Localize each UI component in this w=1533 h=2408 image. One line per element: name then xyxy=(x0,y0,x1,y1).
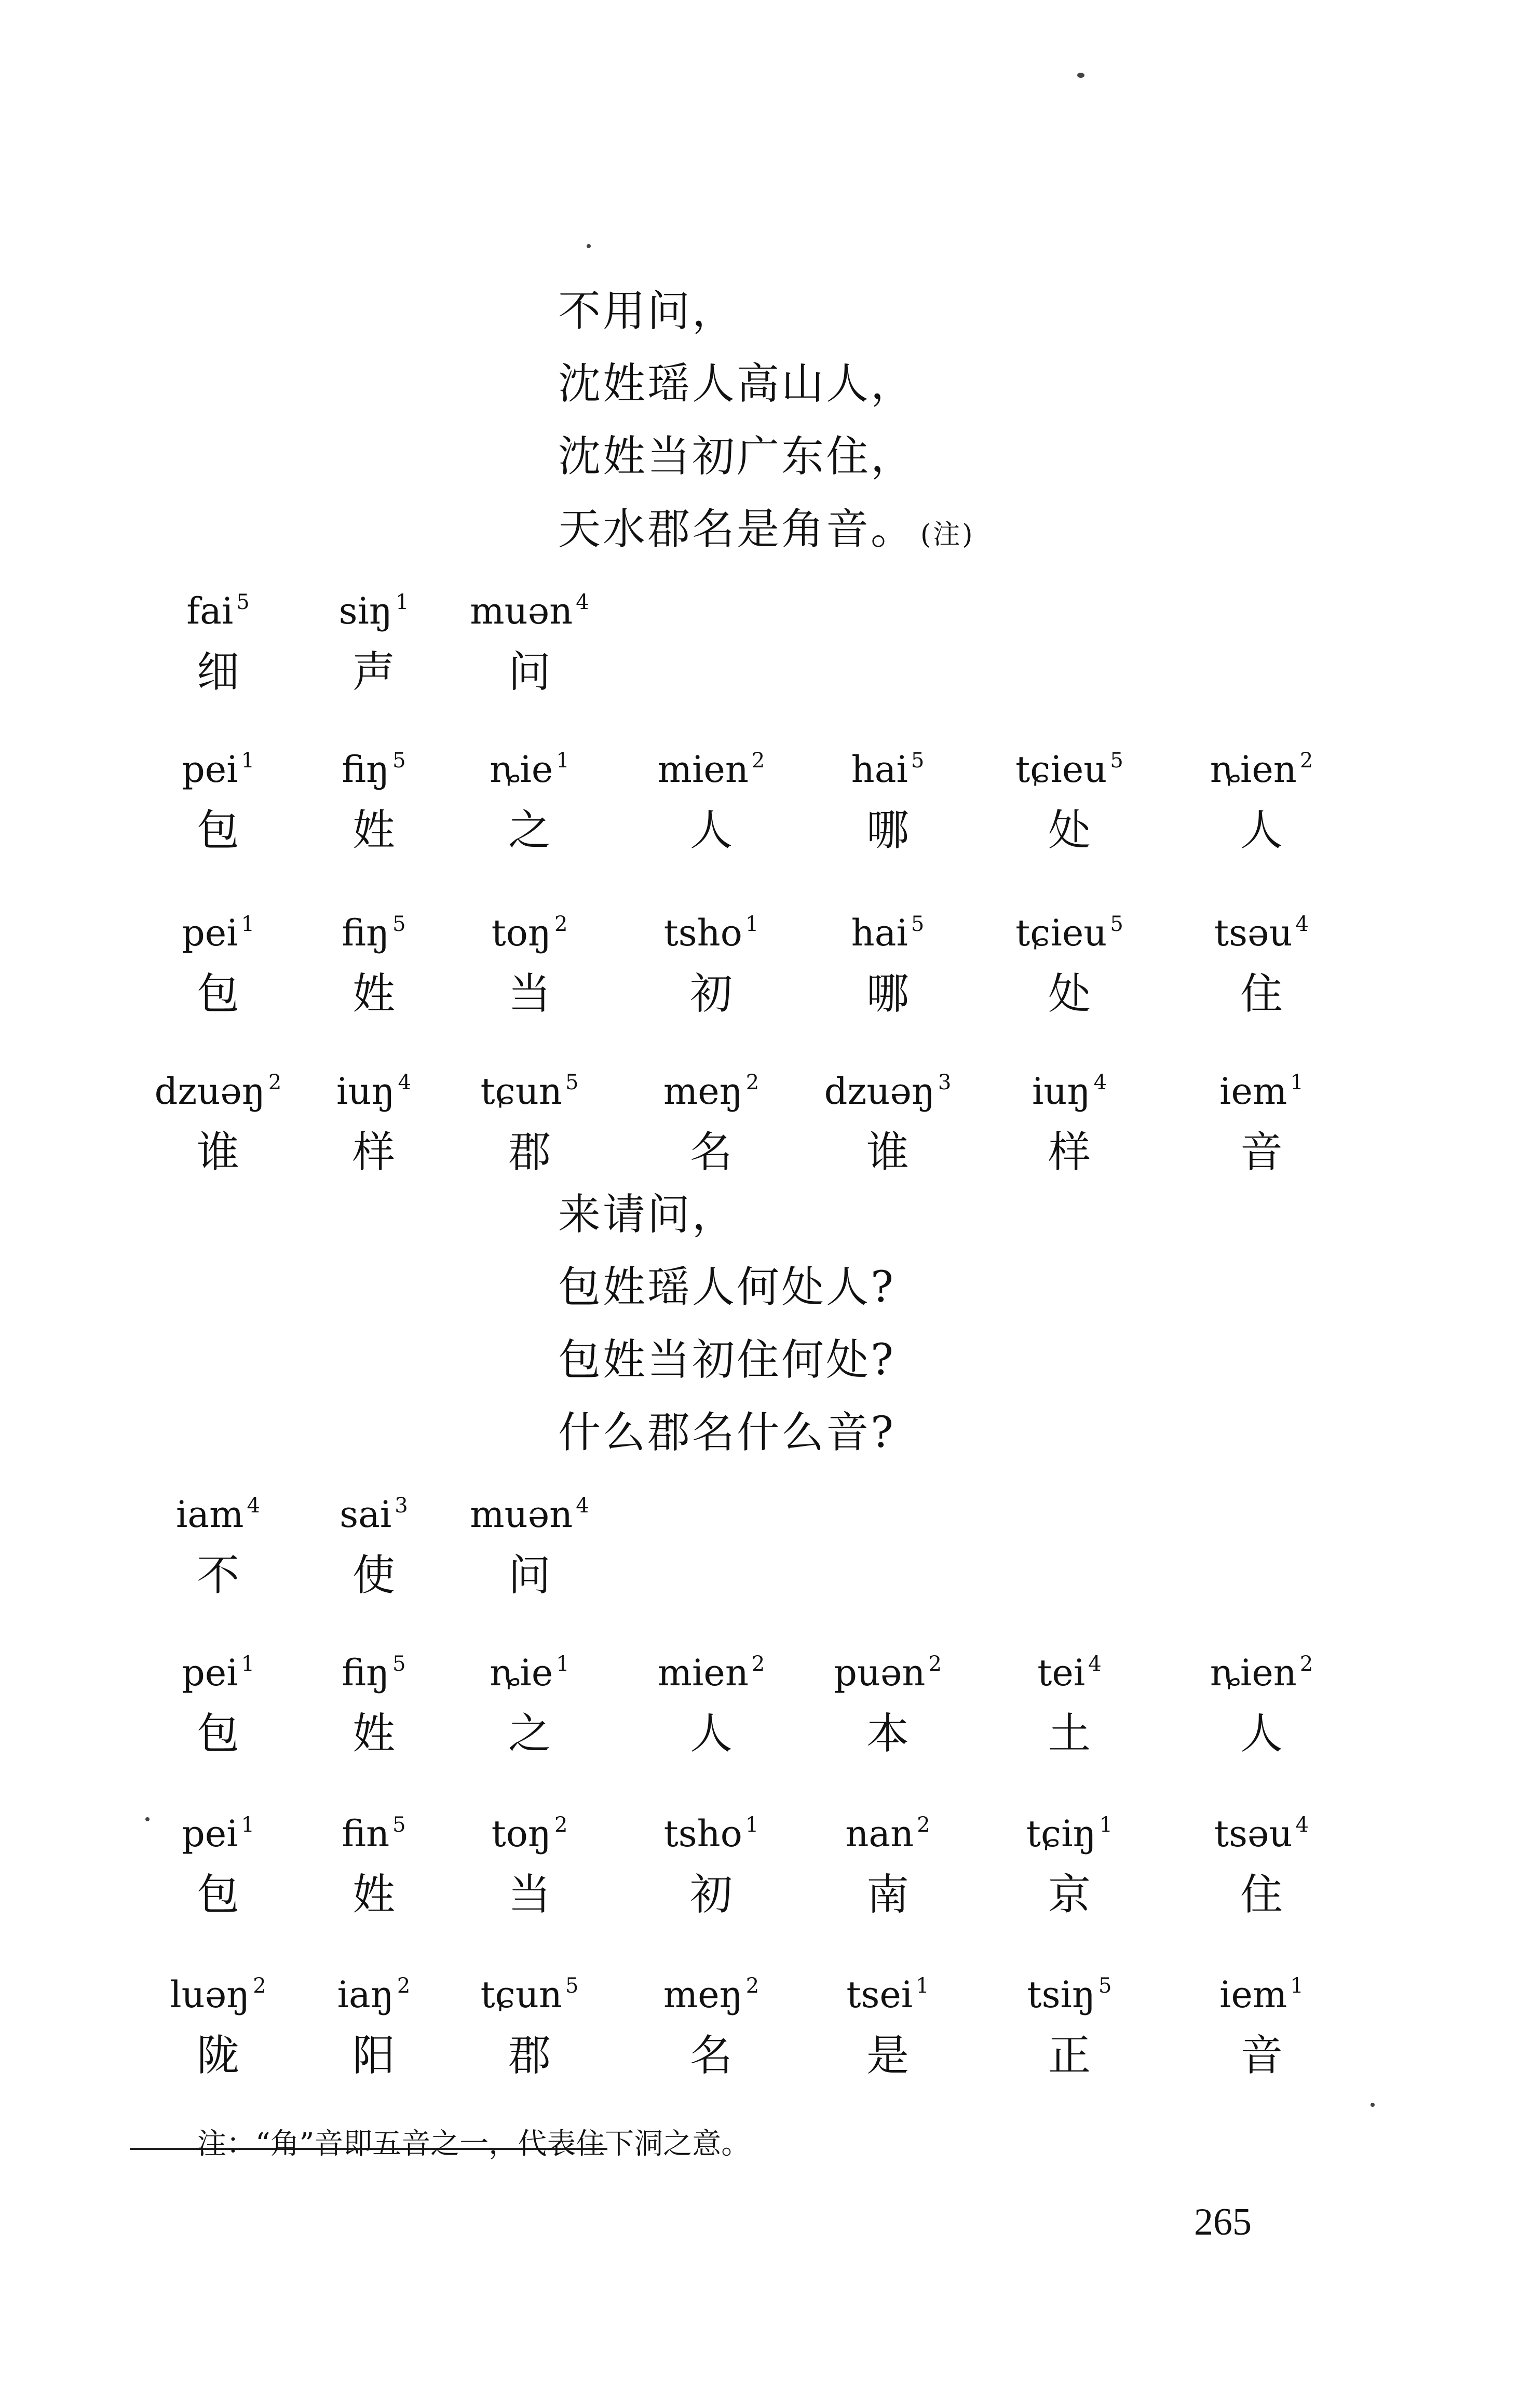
syllable: pei xyxy=(181,1812,238,1855)
tone-number: 5 xyxy=(1098,1974,1112,1998)
chinese-character: 名 xyxy=(689,1128,732,1177)
syllable: tsiŋ xyxy=(1027,1973,1096,2016)
verse-line: 什么郡名什么音? xyxy=(558,1408,896,1457)
syllable: tɕieu xyxy=(1015,912,1107,954)
tone-number: 1 xyxy=(1099,1813,1113,1837)
chinese-character: 样 xyxy=(1048,1128,1091,1177)
tone-number: 1 xyxy=(241,912,255,936)
romanized-syllable xyxy=(431,896,628,953)
tone-number: 1 xyxy=(1290,1974,1304,1998)
tone-number: 4 xyxy=(1093,1071,1107,1094)
syllable: tsəu xyxy=(1214,912,1293,954)
syllable: iaŋ xyxy=(337,1973,394,2016)
syllable: ȵie xyxy=(490,1652,553,1694)
tone-number: 5 xyxy=(1110,749,1123,773)
tone-number: 2 xyxy=(751,749,765,773)
footnote: 注：“角”音即五音之一，代表住下洞之意。 xyxy=(197,2127,751,2161)
tone-number: 1 xyxy=(556,1652,569,1676)
chinese-character: 住 xyxy=(1240,969,1283,1019)
syllable: mien xyxy=(657,1652,749,1694)
chinese-character: 包 xyxy=(196,806,239,855)
syllable: iuŋ xyxy=(336,1070,395,1113)
syllable: toŋ xyxy=(491,912,551,954)
syllable: fiŋ xyxy=(342,1652,390,1694)
scan-speck xyxy=(1371,2103,1375,2107)
tone-number: 1 xyxy=(745,912,759,936)
syllable: tsəu xyxy=(1214,1812,1293,1855)
tone-number: 5 xyxy=(911,749,925,773)
romanized-syllable xyxy=(431,1054,628,1111)
chinese-character: 不 xyxy=(196,1551,239,1600)
scan-speck xyxy=(145,1817,150,1821)
chinese-character: 之 xyxy=(508,1709,551,1758)
romanized-syllable xyxy=(789,1635,986,1693)
tone-number: 2 xyxy=(928,1652,942,1676)
romanized-syllable xyxy=(431,1635,628,1693)
verse-block-1 xyxy=(558,275,975,566)
page-number: 265 xyxy=(1194,2201,1252,2243)
chinese-character: 使 xyxy=(352,1551,395,1600)
romanized-syllable xyxy=(789,732,986,789)
romanized-syllable xyxy=(613,1796,810,1854)
footnote-mark: (注) xyxy=(920,519,975,550)
syllable: tɕun xyxy=(480,1973,563,2016)
chinese-character: 本 xyxy=(866,1709,909,1758)
romanized-syllable xyxy=(613,1957,810,2014)
syllable: siŋ xyxy=(338,590,392,632)
verse-line: 包姓当初住何处? xyxy=(558,1335,896,1385)
syllable: nan xyxy=(845,1812,914,1855)
chinese-character: 陇 xyxy=(196,2031,239,2080)
tone-number: 3 xyxy=(938,1071,952,1094)
chinese-character: 姓 xyxy=(352,969,395,1019)
syllable: puən xyxy=(834,1652,926,1694)
tone-number: 2 xyxy=(554,912,568,936)
verse-line xyxy=(558,493,975,566)
romanized-syllable xyxy=(971,1054,1168,1111)
syllable: meŋ xyxy=(663,1973,743,2016)
syllable: tei xyxy=(1037,1652,1086,1694)
tone-number: 1 xyxy=(1290,1071,1304,1094)
romanized-syllable xyxy=(1163,896,1360,953)
chinese-character: 郡 xyxy=(508,2031,551,2080)
tone-number: 4 xyxy=(576,1494,589,1518)
syllable: fin xyxy=(342,1812,390,1855)
verse-line: 不用问， xyxy=(558,287,737,336)
syllable: tsho xyxy=(663,912,742,954)
romanized-syllable xyxy=(1163,1635,1360,1693)
syllable: hai xyxy=(851,748,908,791)
chinese-character: 姓 xyxy=(352,1709,395,1758)
syllable: fiŋ xyxy=(342,748,390,791)
syllable: tɕieu xyxy=(1015,748,1107,791)
tone-number: 2 xyxy=(751,1652,765,1676)
syllable: dzuəŋ xyxy=(824,1070,935,1113)
syllable: iem xyxy=(1219,1070,1287,1113)
tone-number: 1 xyxy=(395,590,409,614)
tone-number: 1 xyxy=(241,1813,255,1837)
chinese-character: 名 xyxy=(689,2031,732,2080)
chinese-character: 人 xyxy=(689,1709,732,1758)
chinese-character: 谁 xyxy=(196,1128,239,1177)
verse-line: 来请问， xyxy=(558,1190,737,1239)
romanized-syllable xyxy=(789,1957,986,2014)
romanized-syllable xyxy=(613,1054,810,1111)
tone-number: 5 xyxy=(565,1071,579,1094)
chinese-character: 处 xyxy=(1048,969,1091,1019)
chinese-character: 是 xyxy=(866,2031,909,2080)
chinese-character: 问 xyxy=(508,647,551,697)
chinese-character: 人 xyxy=(1240,806,1283,855)
tone-number: 5 xyxy=(392,749,406,773)
tone-number: 4 xyxy=(1088,1652,1102,1676)
syllable: hai xyxy=(851,912,908,954)
chinese-character: 正 xyxy=(1048,2031,1091,2080)
romanized-syllable xyxy=(971,1635,1168,1693)
tone-number: 5 xyxy=(392,912,406,936)
tone-number: 2 xyxy=(554,1813,568,1837)
chinese-character: 哪 xyxy=(866,806,909,855)
romanized-syllable xyxy=(971,896,1168,953)
verse-line: 沈姓瑶人高山人， xyxy=(558,359,916,409)
syllable: luəŋ xyxy=(170,1973,250,2016)
syllable: fai xyxy=(186,590,234,632)
chinese-character: 初 xyxy=(689,969,732,1019)
chinese-character: 南 xyxy=(866,1870,909,1919)
tone-number: 2 xyxy=(1299,749,1313,773)
syllable: ȵie xyxy=(490,748,553,791)
chinese-character: 住 xyxy=(1240,1870,1283,1919)
chinese-character: 人 xyxy=(1240,1709,1283,1758)
syllable: iam xyxy=(176,1493,244,1536)
romanized-syllable xyxy=(431,574,628,631)
tone-number: 1 xyxy=(241,749,255,773)
verse-line-text: 天水郡名是角音。 xyxy=(558,505,916,554)
syllable: pei xyxy=(181,1652,238,1694)
chinese-character: 姓 xyxy=(352,1870,395,1919)
romanized-syllable xyxy=(613,1635,810,1693)
romanized-syllable xyxy=(431,1957,628,2014)
syllable: ȵien xyxy=(1210,748,1297,791)
scan-speck xyxy=(1077,73,1084,78)
syllable: dzuəŋ xyxy=(154,1070,265,1113)
romanized-syllable xyxy=(431,732,628,789)
tone-number: 2 xyxy=(1299,1652,1313,1676)
tone-number: 1 xyxy=(916,1974,929,1998)
romanized-syllable xyxy=(613,732,810,789)
chinese-character: 包 xyxy=(196,1870,239,1919)
chinese-character: 包 xyxy=(196,969,239,1019)
chinese-character: 当 xyxy=(508,1870,551,1919)
romanized-syllable xyxy=(1163,732,1360,789)
chinese-character: 包 xyxy=(196,1709,239,1758)
romanized-syllable xyxy=(789,896,986,953)
romanized-syllable xyxy=(431,1477,628,1534)
chinese-character: 阳 xyxy=(352,2031,395,2080)
chinese-character: 谁 xyxy=(866,1128,909,1177)
verse-line: 包姓瑶人何处人? xyxy=(558,1263,896,1312)
syllable: fiŋ xyxy=(342,912,390,954)
chinese-character: 当 xyxy=(508,969,551,1019)
verse-block-2 xyxy=(558,1179,896,1469)
tone-number: 2 xyxy=(268,1071,282,1094)
tone-number: 1 xyxy=(556,749,569,773)
tone-number: 1 xyxy=(241,1652,255,1676)
syllable: tsho xyxy=(663,1812,742,1855)
chinese-character: 人 xyxy=(689,806,732,855)
chinese-character: 京 xyxy=(1048,1870,1091,1919)
tone-number: 5 xyxy=(392,1652,406,1676)
tone-number: 4 xyxy=(1295,912,1309,936)
romanized-syllable xyxy=(789,1796,986,1854)
chinese-character: 处 xyxy=(1048,806,1091,855)
syllable: iuŋ xyxy=(1032,1070,1091,1113)
romanized-syllable xyxy=(971,1957,1168,2014)
tone-number: 2 xyxy=(745,1071,759,1094)
tone-number: 4 xyxy=(247,1494,260,1518)
syllable: iem xyxy=(1219,1973,1287,2016)
tone-number: 2 xyxy=(253,1974,266,1998)
tone-number: 4 xyxy=(576,590,589,614)
chinese-character: 问 xyxy=(508,1551,551,1600)
romanized-syllable xyxy=(1163,1054,1360,1111)
chinese-character: 音 xyxy=(1240,1128,1283,1177)
chinese-character: 细 xyxy=(196,647,239,697)
tone-number: 3 xyxy=(395,1494,408,1518)
syllable: toŋ xyxy=(491,1812,551,1855)
chinese-character: 样 xyxy=(352,1128,395,1177)
syllable: mien xyxy=(657,748,749,791)
chinese-character: 郡 xyxy=(508,1128,551,1177)
chinese-character: 音 xyxy=(1240,2031,1283,2080)
syllable: tɕun xyxy=(480,1070,563,1113)
syllable: tsei xyxy=(846,1973,913,2016)
scan-speck xyxy=(587,244,591,248)
syllable: sai xyxy=(340,1493,392,1536)
syllable: pei xyxy=(181,748,238,791)
tone-number: 5 xyxy=(911,912,925,936)
romanized-syllable xyxy=(971,1796,1168,1854)
verse-line: 沈姓当初广东住， xyxy=(558,432,916,481)
chinese-character: 姓 xyxy=(352,806,395,855)
romanized-syllable xyxy=(789,1054,986,1111)
romanized-syllable xyxy=(1163,1957,1360,2014)
chinese-character: 声 xyxy=(352,647,395,697)
chinese-character: 土 xyxy=(1048,1709,1091,1758)
syllable: pei xyxy=(181,912,238,954)
syllable: meŋ xyxy=(663,1070,743,1113)
tone-number: 5 xyxy=(1110,912,1123,936)
tone-number: 5 xyxy=(236,590,250,614)
syllable: muən xyxy=(470,1493,573,1536)
tone-number: 1 xyxy=(745,1813,759,1837)
romanized-syllable xyxy=(613,896,810,953)
tone-number: 4 xyxy=(398,1071,411,1094)
tone-number: 5 xyxy=(565,1974,579,1998)
tone-number: 5 xyxy=(392,1813,406,1837)
tone-number: 2 xyxy=(917,1813,930,1837)
syllable: muən xyxy=(470,590,573,632)
syllable: tɕiŋ xyxy=(1026,1812,1096,1855)
syllable: ȵien xyxy=(1210,1652,1297,1694)
romanized-syllable xyxy=(1163,1796,1360,1854)
chinese-character: 哪 xyxy=(866,969,909,1019)
romanized-syllable xyxy=(971,732,1168,789)
chinese-character: 初 xyxy=(689,1870,732,1919)
tone-number: 2 xyxy=(745,1974,759,1998)
tone-number: 4 xyxy=(1295,1813,1309,1837)
tone-number: 2 xyxy=(397,1974,411,1998)
romanized-syllable xyxy=(431,1796,628,1854)
chinese-character: 之 xyxy=(508,806,551,855)
